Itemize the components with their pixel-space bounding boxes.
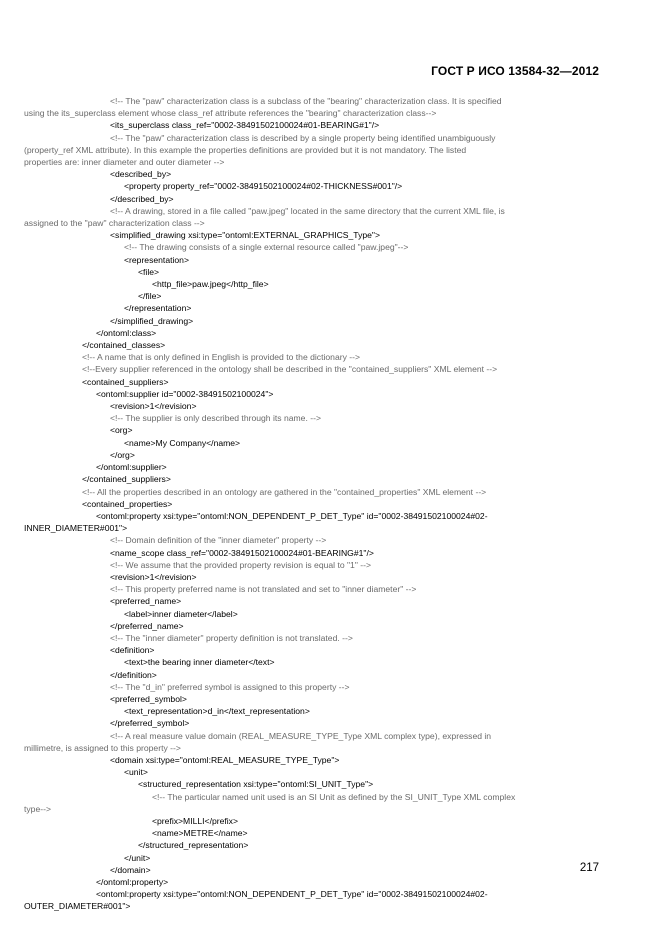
code-comment-line: <!-- We assume that the provided property revision is equal to "1" --> [110, 559, 372, 570]
code-line: <preferred_name> [110, 596, 182, 607]
code-line: <name_scope class_ref="0002-38491502100024#01-BEARING#1"/> [110, 547, 374, 558]
document-header: ГОСТ Р ИСО 13584-32—2012 [431, 64, 599, 78]
code-comment-line: <!-- The drawing consists of a single external resource called "paw.jpeg"--> [124, 242, 409, 253]
code-line: </preferred_symbol> [110, 718, 190, 729]
code-line: <file> [138, 266, 160, 277]
code-comment-line: <!-- All the properties described in an ontology are gathered in the "contained_properties" XML element --> [82, 486, 487, 497]
code-line: </ontoml:property> [96, 877, 169, 887]
code-comment-line: <!-- The supplier is only described through its name. --> [110, 413, 321, 424]
code-comment-line: <!-- The "d_in" preferred symbol is assigned to this property --> [110, 681, 350, 692]
xml-code-listing [24, 95, 604, 913]
code-line: <text_representation>d_in</text_representation> [124, 706, 310, 717]
code-line: OUTER_DIAMETER#001"> [24, 901, 131, 912]
code-line: <structured_representation xsi:type="ontoml:SI_UNIT_Type"> [138, 779, 374, 790]
code-line: <unit> [124, 767, 148, 778]
code-line: <name>My Company</name> [124, 437, 241, 448]
code-comment-line: <!-- A drawing, stored in a file called "paw.jpeg" located in the same directory that the current XML file, is [110, 205, 505, 216]
code-line: </described_by> [110, 193, 174, 204]
code-line: <preferred_symbol> [110, 693, 187, 704]
code-line: <revision>1</revision> [110, 401, 197, 412]
code-line: <http_file>paw.jpeg</http_file> [152, 279, 269, 290]
code-line: <property property_ref="0002-38491502100024#02-THICKNESS#001"/> [124, 181, 403, 192]
code-line: <domain xsi:type="ontoml:REAL_MEASURE_TYPE_Type"> [110, 754, 340, 765]
code-comment-line: <!-- A name that is only defined in English is provided to the dictionary --> [82, 352, 361, 363]
code-comment-line: properties are: inner diameter and outer diameter --> [24, 157, 225, 168]
code-line: <org> [110, 425, 133, 436]
code-line: </preferred_name> [110, 620, 184, 631]
code-line: <text>the bearing inner diameter</text> [124, 657, 275, 668]
code-line: <described_by> [110, 169, 172, 180]
code-line: <contained_properties> [82, 498, 173, 509]
code-line: </definition> [110, 669, 157, 680]
page-number: 217 [579, 862, 599, 874]
code-line: <contained_suppliers> [82, 376, 169, 387]
code-line: </ontoml:class> [96, 327, 157, 338]
code-line: </domain> [110, 864, 151, 875]
code-line: </simplified_drawing> [110, 315, 194, 326]
code-line: INNER_DIAMETER#001"> [24, 523, 128, 534]
code-comment-line: <!--Every supplier referenced in the ontology shall be described in the "contained_suppliers" XML element --> [82, 364, 498, 375]
code-line: <simplified_drawing xsi:type="ontoml:EXTERNAL_GRAPHICS_Type"> [110, 230, 380, 241]
code-comment-line: (property_ref XML attribute). In this example the properties definitions are provided but it is not mandatory. The listed [24, 144, 467, 155]
code-comment-line: <!-- The "paw" characterization class is described by a single property being identified unambiguously [110, 132, 496, 143]
code-line: <definition> [110, 645, 155, 656]
code-line: <label>inner diameter</label> [124, 608, 238, 619]
code-line: </org> [110, 449, 135, 460]
code-line: <representation> [124, 254, 189, 265]
code-comment-line: <!-- The "paw" characterization class is a subclass of the "bearing" characterization class. It is specified [110, 96, 502, 106]
code-line: <revision>1</revision> [110, 571, 197, 582]
code-comment-line: <!-- Domain definition of the "inner diameter" property --> [110, 535, 327, 546]
code-comment-line: assigned to the "paw" characterization class --> [24, 218, 205, 229]
code-line: <name>METRE</name> [152, 828, 248, 839]
code-line: </unit> [124, 852, 151, 863]
code-line: </contained_suppliers> [82, 474, 171, 485]
code-comment-line: <!-- The "inner diameter" property definition is not translated. --> [110, 632, 353, 643]
code-line: <ontoml:property xsi:type="ontoml:NON_DEPENDENT_P_DET_Type" id="0002-38491502100024#02- [96, 510, 488, 521]
code-line: </structured_representation> [138, 840, 249, 851]
code-comment-line: <!-- The particular named unit used is an SI Unit as defined by the SI_UNIT_Type XML complex [152, 791, 516, 802]
code-line: </contained_classes> [82, 340, 166, 351]
code-line: <its_superclass class_ref="0002-38491502100024#01-BEARING#1"/> [110, 120, 380, 131]
code-comment-line: type--> [24, 803, 51, 814]
code-line: <ontoml:property xsi:type="ontoml:NON_DEPENDENT_P_DET_Type" id="0002-38491502100024#02- [96, 889, 488, 900]
code-line: </ontoml:supplier> [96, 462, 167, 473]
code-line: </representation> [124, 303, 192, 314]
code-line: <ontoml:supplier id="0002-38491502100024"> [96, 388, 274, 399]
code-comment-line: <!-- A real measure value domain (REAL_MEASURE_TYPE_Type XML complex type), expressed in [110, 730, 492, 741]
code-line: <prefix>MILLI</prefix> [152, 815, 238, 826]
code-line: </file> [138, 291, 162, 302]
code-comment-line: millimetre, is assigned to this property --> [24, 742, 181, 753]
code-comment-line: using the its_superclass element whose class_ref attribute references the "bearing" characterization class--> [24, 108, 437, 119]
code-comment-line: <!-- This property preferred name is not translated and set to "inner diameter" --> [110, 584, 417, 595]
